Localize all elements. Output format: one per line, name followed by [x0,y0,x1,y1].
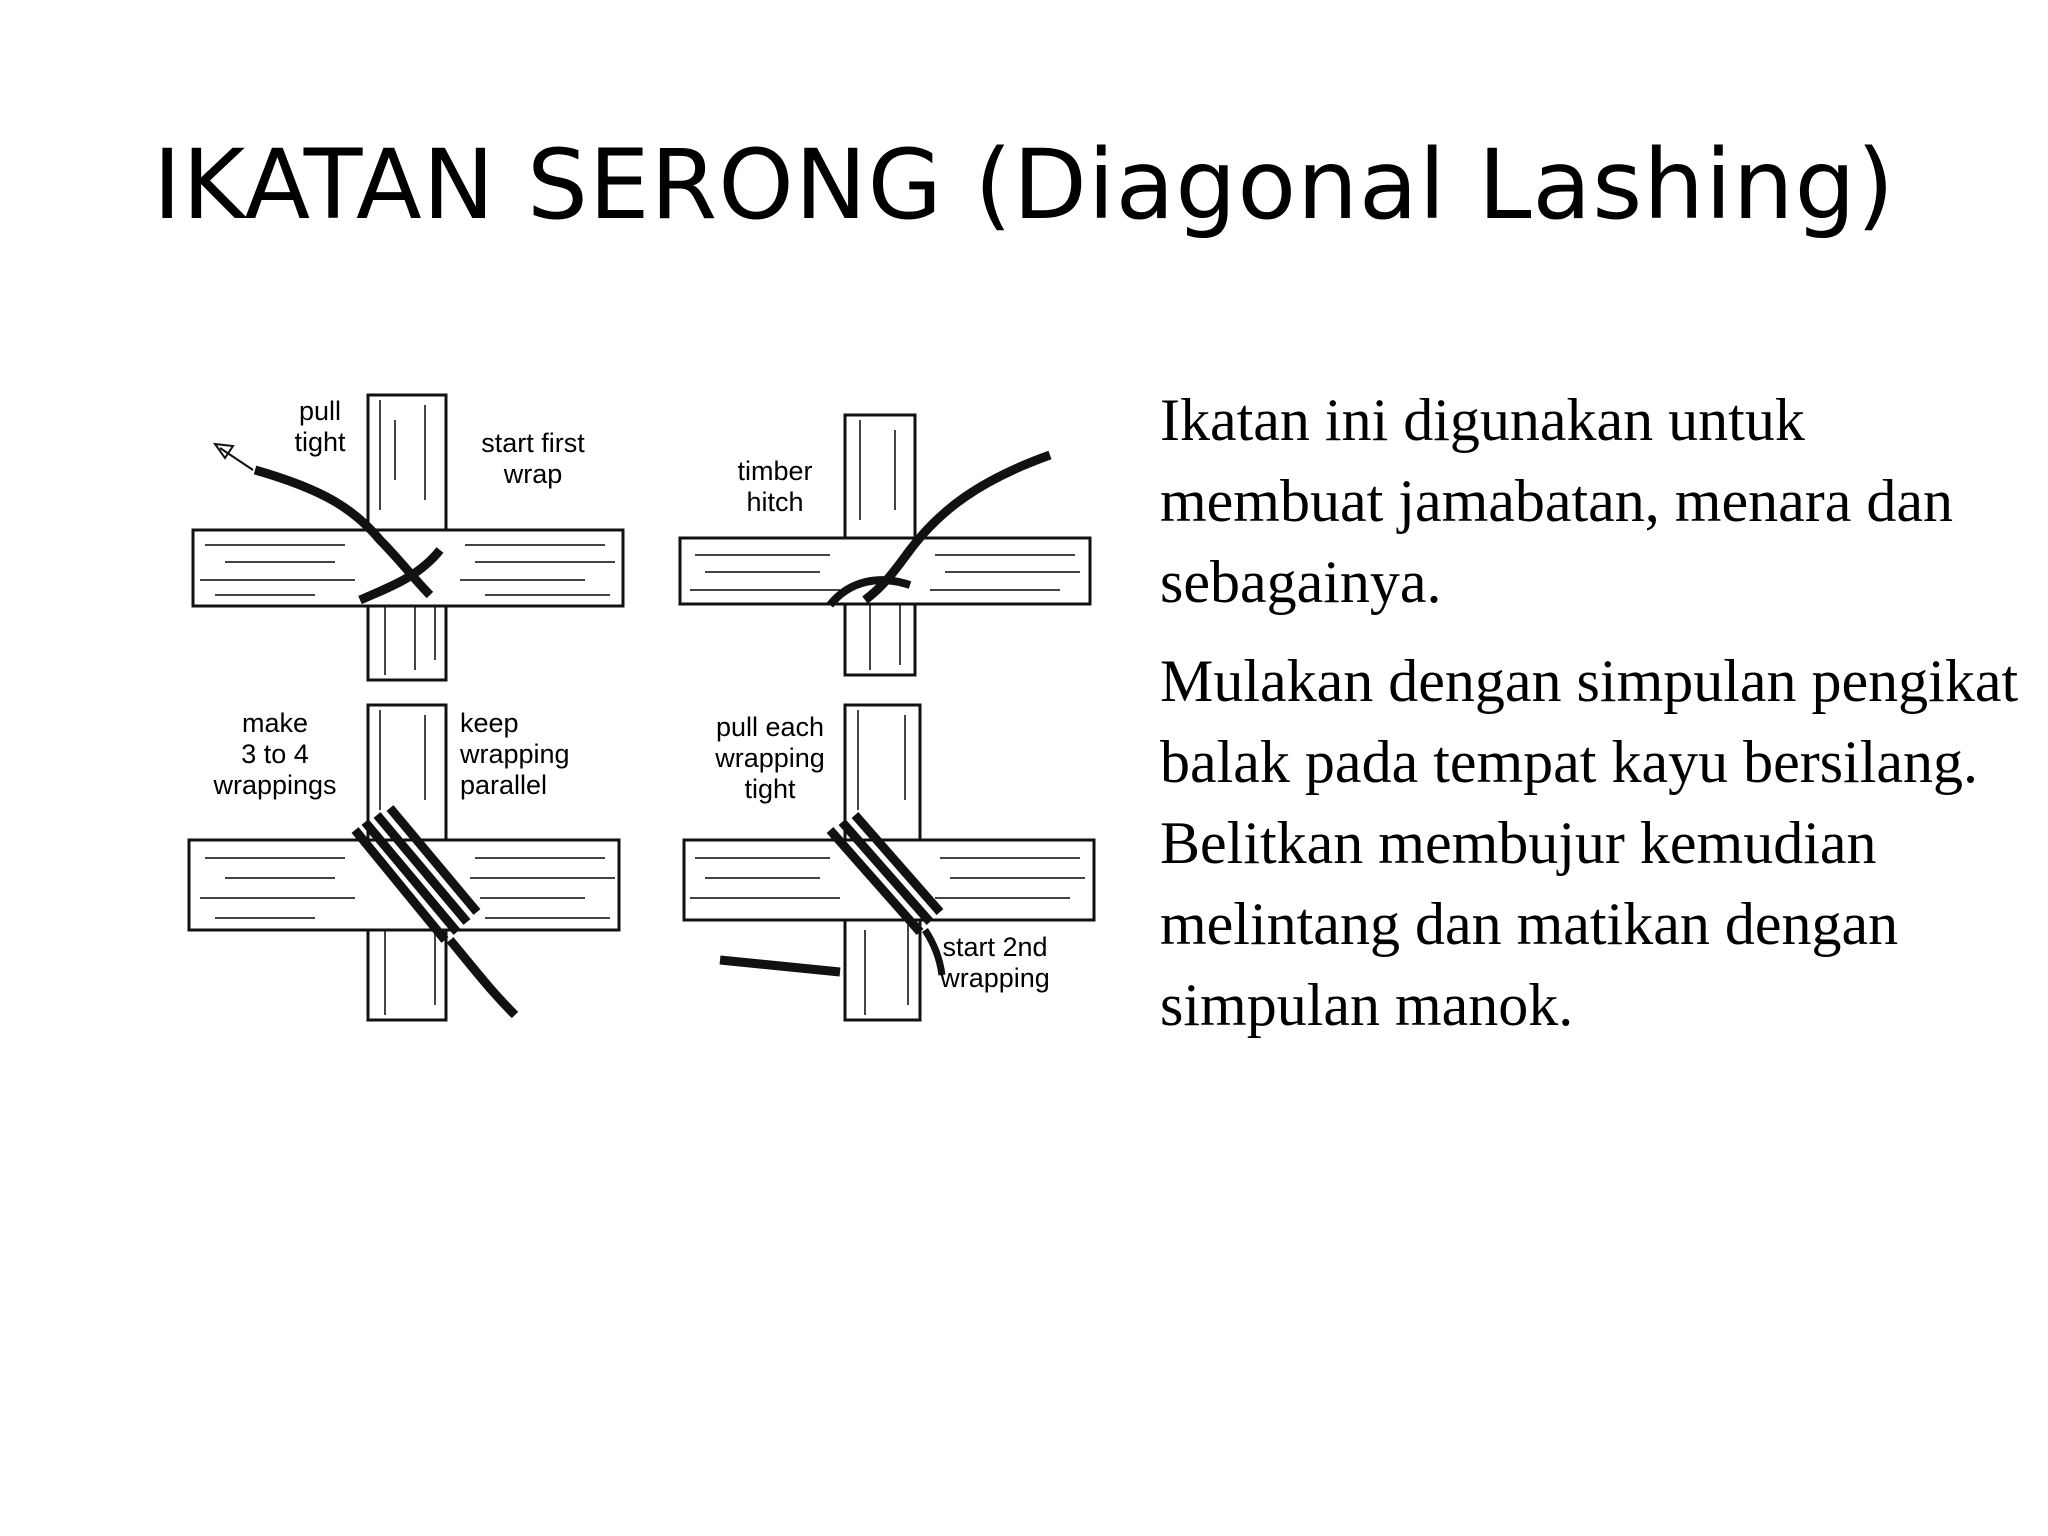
label-pull-each-wrapping-tight: pull each wrapping tight [715,712,825,804]
lashing-illustration-2 [680,410,1100,680]
diagram-step-1 [185,390,635,690]
description-paragraph-1: Ikatan ini digunakan untuk membuat jamabatan, menara dan sebagainya. [1160,387,1953,615]
description-text [1160,380,2020,1046]
label-pull-tight: pull tight [294,396,346,457]
label-make-3-to-4-wrappings: make 3 to 4 wrappings [213,708,337,800]
slide-title: IKATAN SERONG (Diagonal Lashing) [152,129,1896,241]
label-keep-wrapping-parallel: keep wrapping parallel [460,708,570,800]
diagram-step-4 [680,700,1100,1025]
description-paragraph-2: Mulakan dengan simpulan pengikat balak pada tempat kayu bersilang. Belitkan membujur kemudian melintang dan matikan dengan simpulan manok. [1160,648,2019,1038]
label-start-2nd-wrapping: start 2nd wrapping [940,932,1050,993]
diagram-step-3 [185,700,635,1025]
diagram-step-2 [680,410,1100,680]
label-start-first-wrap: start first wrap [481,428,585,489]
label-timber-hitch: timber hitch [737,456,813,517]
